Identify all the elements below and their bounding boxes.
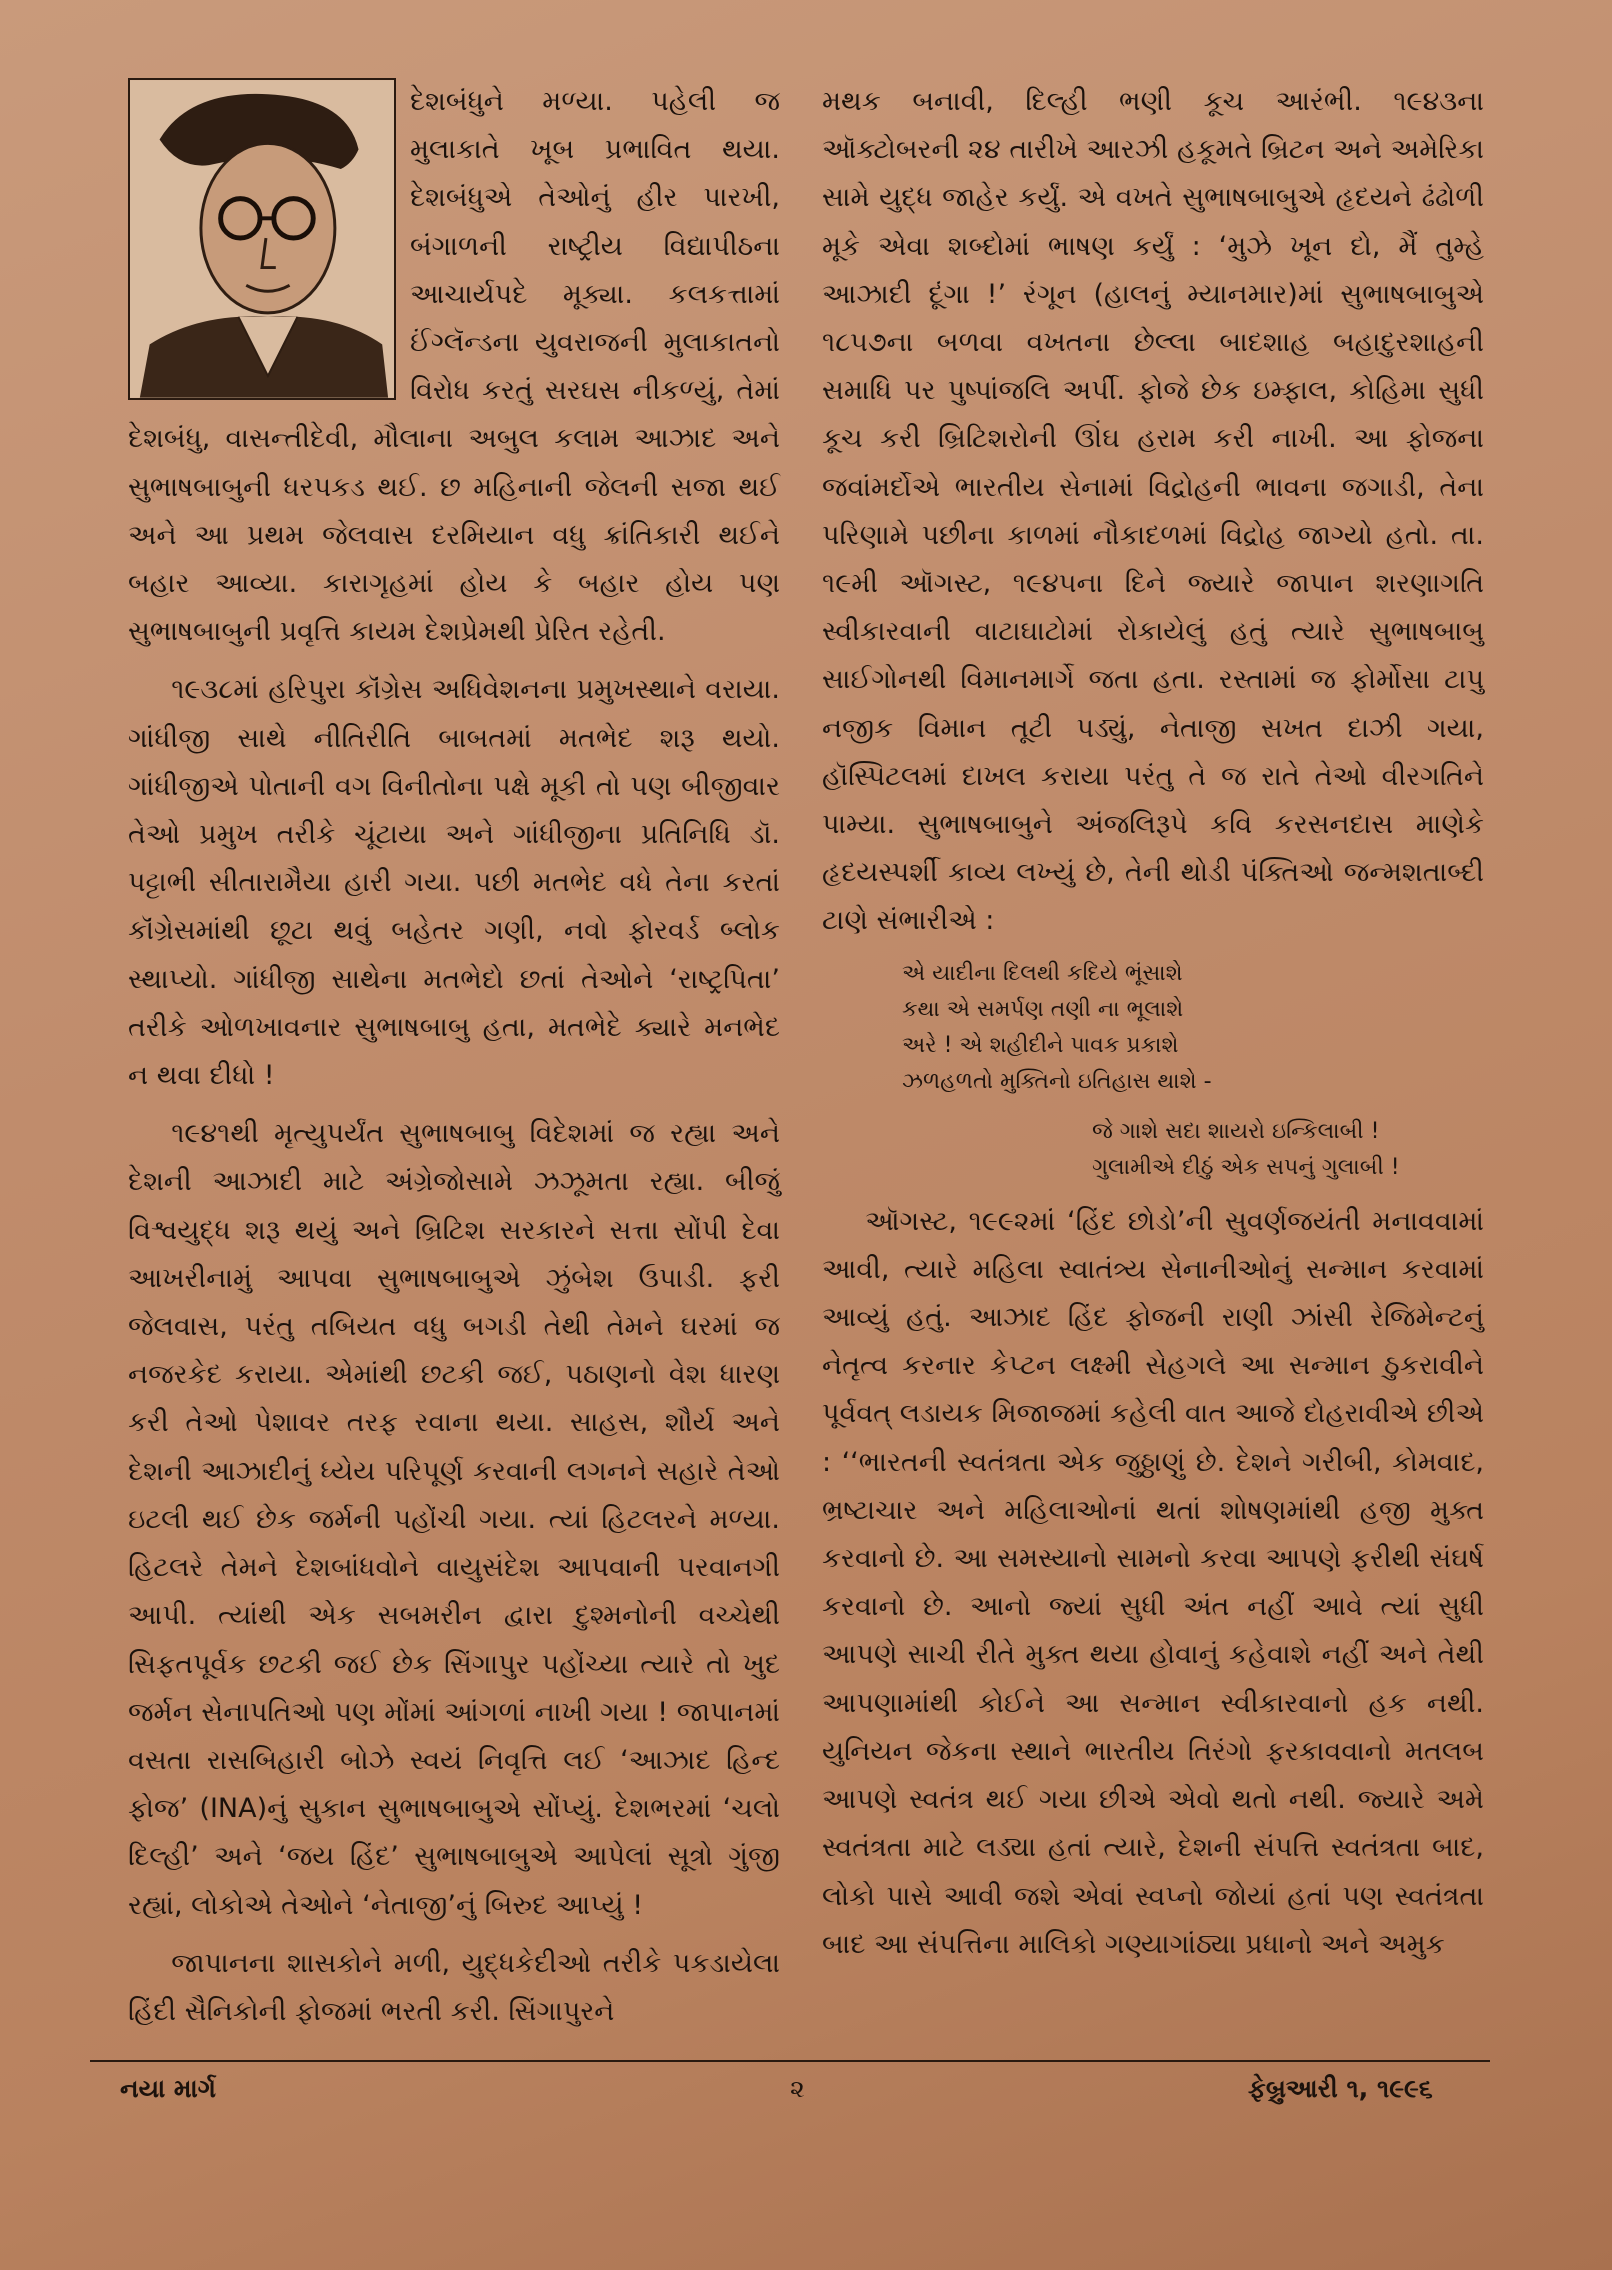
poem-couplet [1092, 1114, 1484, 1186]
poem-line: અરે ! એ શહીદીને પાવક પ્રકાશે [902, 1032, 1179, 1058]
poem-line: ઝળહળતો મુક્તિનો ઇતિહાસ થાશે - [902, 1068, 1212, 1094]
right-column [822, 78, 1484, 1969]
portrait-sketch [128, 78, 396, 400]
poem-line: કથા એ સમર્પણ તણી ના ભૂલાશે [902, 996, 1184, 1022]
left-paragraph-4: જાપાનના શાસકોને મળી, યુદ્ધકેદીઓ તરીકે પકડાયેલા હિંદી સૈનિકોની ફોજમાં ભરતી કરી. સિંગાપુરને [128, 1947, 780, 2027]
left-paragraph-1: દેશબંધુને મળ્યા. પહેલી જ મુલાકાતે ખૂબ પ્રભાવિત થયા. દેશબંધુએ તેઓનું હીર પારખી, બંગાળની રાષ્ટ્રીય વિદ્યાપીઠના આચાર્યપદે મૂક્યા. કલકત્તામાં ઈંગ્લૅન્ડના યુવરાજની મુલાકાતનો વિરોધ કરતું સરઘસ નીકળ્યું, તેમાં દેશબંધુ, વાસન્તીદેવી, મૌલાના અબુલ કલામ આઝાદ અને સુભાષબાબુની ધરપકડ થઈ. છ મહિનાની જેલની સજા થઈ અને આ પ્રથમ જેલવાસ દરમિયાન વધુ ક્રાંતિકારી થઈને બહાર આવ્યા. કારાગૃહમાં હોય કે બહાર હોય પણ સુભાષબાબુની પ્રવૃત્તિ કાયમ દેશપ્રેમથી પ્રેરિત રહેતી. [128, 86, 780, 648]
footer-rule [90, 2060, 1490, 2062]
page-number: ૨ [790, 2074, 805, 2103]
left-paragraph-2: ૧૯૩૮માં હરિપુરા કૉંગ્રેસ અધિવેશનના પ્રમુખસ્થાને વરાયા. ગાંધીજી સાથે નીતિરીતિ બાબતમાં મતભેદ શરૂ થયો. ગાંધીજીએ પોતાની વગ વિનીતોના પક્ષે મૂકી તો પણ બીજીવાર તેઓ પ્રમુખ તરીકે ચૂંટાયા અને ગાંધીજીના પ્રતિનિધિ ડૉ. પટ્ટાભી સીતારામૈયા હારી ગયા. પછી મતભેદ વધે તેના કરતાં કૉંગ્રેસમાંથી છૂટા થવું બહેતર ગણી, નવો ફોરવર્ડ બ્લોક સ્થાપ્યો. ગાંધીજી સાથેના મતભેદો છતાં તેઓને ‘રાષ્ટ્રપિતા’ તરીકે ઓળખાવનાર સુભાષબાબુ હતા, મતભેદે ક્યારે મનભેદ ન થવા દીધો ! [128, 674, 780, 1092]
poem-line: એ યાદીના દિલથી કદિયે ભૂંસાશે [902, 960, 1183, 986]
right-paragraph-1: મથક બનાવી, દિલ્હી ભણી કૂચ આરંભી. ૧૯૪૩ના ઑક્ટોબરની ૨૪ તારીખે આરઝી હકૂમતે બ્રિટન અને અમેરિકા સામે યુદ્ધ જાહેર કર્યું. એ વખતે સુભાષબાબુએ હૃદયને ઢંઢોળી મૂકે એવા શબ્દોમાં ભાષણ કર્યું : ‘મુઝે ખૂન દો, મૈં તુમ્હે આઝાદી દૂંગા !’ રંગૂન (હાલનું મ્યાનમાર)માં સુભાષબાબુએ ૧૮૫૭ના બળવા વખતના છેલ્લા બાદશાહ બહાદુરશાહની સમાધિ પર પુષ્પાંજલિ અર્પી. ફોજે છેક ઇમ્ફાલ, કોહિમા સુધી કૂચ કરી બ્રિટિશરોની ઊંઘ હરામ કરી નાખી. આ ફોજના જવાંમર્દોએ ભારતીય સેનામાં વિદ્રોહની ભાવના જગાડી, તેના પરિણામે પછીના કાળમાં નૌકાદળમાં વિદ્રોહ જાગ્યો હતો. તા. ૧૯મી ઑગસ્ટ, ૧૯૪૫ના દિને જ્યારે જાપાન શરણાગતિ સ્વીકારવાની વાટાઘાટોમાં રોકાયેલું હતું ત્યારે સુભાષબાબુ સાઈગોનથી વિમાનમાર્ગે જતા હતા. રસ્તામાં જ ફોર્મોસા ટાપુ નજીક વિમાન તૂટી પડ્યું, નેતાજી સખત દાઝી ગયા, હૉસ્પિટલમાં દાખલ કરાયા પરંતુ તે જ રાતે તેઓ વીરગતિને પામ્યા. સુભાષબાબુને અંજલિરૂપે કવિ કરસનદાસ માણેકે હૃદયસ્પર્શી કાવ્ય લખ્યું છે, તેની થોડી પંક્તિઓ જન્મશતાબ્દી ટાણે સંભારીએ : [822, 86, 1484, 937]
left-column [128, 78, 780, 2036]
portrait-illustration [130, 80, 394, 398]
left-paragraph-3: ૧૯૪૧થી મૃત્યુપર્યંત સુભાષબાબુ વિદેશમાં જ રહ્યા અને દેશની આઝાદી માટે અંગ્રેજોસામે ઝઝૂમતા રહ્યા. બીજું વિશ્વયુદ્ધ શરૂ થયું અને બ્રિટિશ સરકારને સત્તા સોંપી દેવા આખરીનામું આપવા સુભાષબાબુએ ઝુંબેશ ઉપાડી. ફરી જેલવાસ, પરંતુ તબિયત વધુ બગડી તેથી તેમને ઘરમાં જ નજરકેદ કરાયા. એમાંથી છટકી જઈ, પઠાણનો વેશ ધારણ કરી તેઓ પેશાવર તરફ રવાના થયા. સાહસ, શૌર્ય અને દેશની આઝાદીનું ધ્યેય પરિપૂર્ણ કરવાની લગનને સહારે તેઓ ઇટલી થઈ છેક જર્મની પહોંચી ગયા. ત્યાં હિટલરને મળ્યા. હિટલરે તેમને દેશબાંધવોને વાયુસંદેશ આપવાની પરવાનગી આપી. ત્યાંથી એક સબમરીન દ્વારા દુશ્મનોની વચ્ચેથી સિફતપૂર્વક છટકી જઈ છેક સિંગાપુર પહોંચ્યા ત્યારે તો ખુદ જર્મન સેનાપતિઓ પણ મોંમાં આંગળાં નાખી ગયા ! જાપાનમાં વસતા રાસબિહારી બોઝે સ્વયં નિવૃત્તિ લઈ ‘આઝાદ હિન્દ ફોજ’ (INA)નું સુકાન સુભાષબાબુએ સોંપ્યું. દેશભરમાં ‘ચલો દિલ્હી’ અને ‘જય હિંદ’ સુભાષબાબુએ આપેલાં સૂત્રો ગુંજી રહ્યાં, લોકોએ તેઓને ‘નેતાજી’નું બિરુદ આપ્યું ! [128, 1118, 780, 1921]
right-paragraph-2: ઑગસ્ટ, ૧૯૯૨માં ‘હિંદ છોડો’ની સુવર્ણજયંતી મનાવવામાં આવી, ત્યારે મહિલા સ્વાતંત્ર્ય સેનાનીઓનું સન્માન કરવામાં આવ્યું હતું. આઝાદ હિંદ ફોજની રાણી ઝાંસી રેજિમેન્ટનું નેતૃત્વ કરનાર કેપ્ટન લક્ષ્મી સેહગલે આ સન્માન ઠુકરાવીને પૂર્વવત્ લડાયક મિજાજમાં કહેલી વાત આજે દોહરાવીએ છીએ : ‘‘ભારતની સ્વતંત્રતા એક જુઠ્ઠાણું છે. દેશને ગરીબી, કોમવાદ, ભ્રષ્ટાચાર અને મહિલાઓનાં થતાં શોષણમાંથી હજી મુક્ત કરવાનો છે. આ સમસ્યાનો સામનો કરવા આપણે ફરીથી સંઘર્ષ કરવાનો છે. આનો જ્યાં સુધી અંત નહીં આવે ત્યાં સુધી આપણે સાચી રીતે મુક્ત થયા હોવાનું કહેવાશે નહીં અને તેથી આપણામાંથી કોઈને આ સન્માન સ્વીકારવાનો હક નથી. યુનિયન જેકના સ્થાને ભારતીય તિરંગો ફરકાવવાનો મતલબ આપણે સ્વતંત્ર થઈ ગયા છીએ એવો થતો નથી. જ્યારે અમે સ્વતંત્રતા માટે લડ્યા હતાં ત્યારે, દેશની સંપત્તિ સ્વતંત્રતા બાદ, લોકો પાસે આવી જશે એવાં સ્વપ્નો જોયાં હતાં પણ સ્વતંત્રતા બાદ આ સંપત્તિના માલિકો ગણ્યાગાંઠ્યા પ્રધાનો અને અમુક [822, 1205, 1484, 1960]
issue-date: ફેબ્રુઆરી ૧, ૧૯૯૬ [1248, 2074, 1433, 2103]
magazine-name: નયા માર્ગ [120, 2074, 216, 2103]
poem-stanza [902, 956, 1484, 1100]
couplet-line: જે ગાશે સદા શાયરો ઇન્કિલાબી ! [1092, 1118, 1380, 1144]
couplet-line: ગુલામીએ દીઠું એક સપનું ગુલાબી ! [1092, 1154, 1400, 1180]
